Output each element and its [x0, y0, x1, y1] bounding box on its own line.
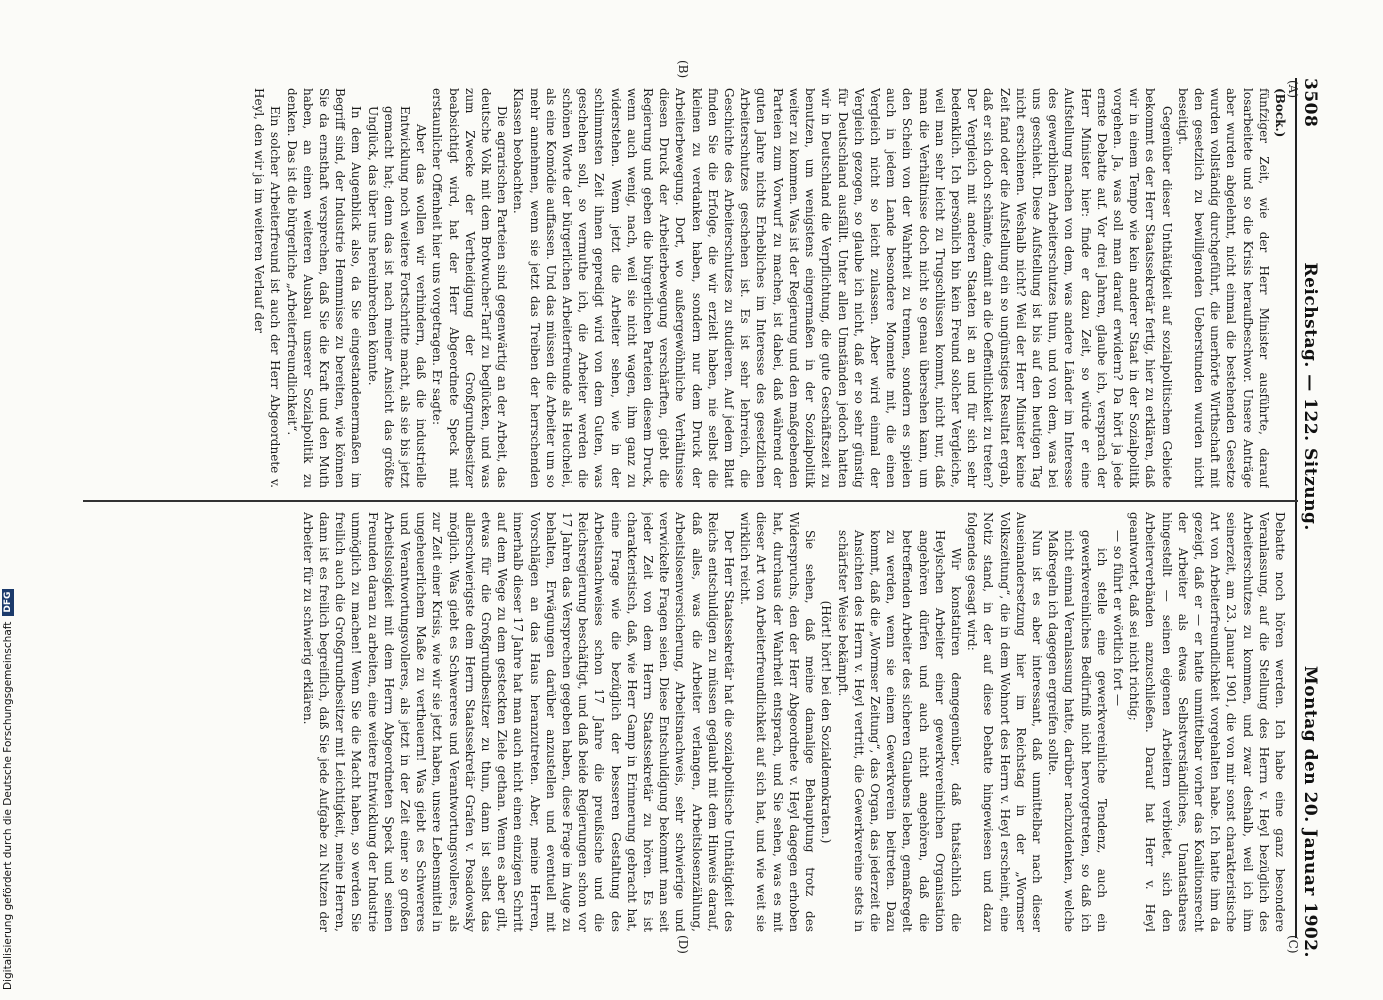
paragraph: Debatte noch hören werden. Ich habe eine ganz besondere Veranlassung, auf die Stellung des Herrn v. Heyl bezüglich des Arbeiterschutzes zu kommen, und zwar deshalb, weil ich ihm seinerzeit, am 23. Januar 1901, die von mir sonst charakteristische Art von Arbeiterfreundlichkeit vorgehalten habe. Ich hatte ihm da gezeigt, daß er — er hatte unmittelbar vorher das Koalitionsrecht der Arbeiter als etwas Selbstverständliches, Unantastbares hingestellt — seinen eigenen Arbeitern verbietet, sich den Arbeiterverbänden anzuschließen. Darauf hat Herr v. Heyl geantwortet, daß sei nicht richtig; [1127, 512, 1287, 932]
paragraph: Gegenüber dieser Unthätigkeit auf sozialpolitischem Gebiete bekommt es der Herr Staatssekretär fertig, hier zu erklären, daß wir in einem Tempo wie kein anderer Staat in der Sozialpolitik vorgehen. Ja, was soll man darauf erwidern? Da hört ja jede ernste Debatte auf. Vor drei Jahren, glaube ich, versprach der Herr Minister hier: finde er dazu Zeit, so würde er eine Aufstellung machen von dem, was andere Länder im Interesse des gewerblichen Arbeiterschutzes thun, und von dem, was bei uns geschieht. Diese Aufstellung ist bis auf den heutigen Tag nicht erschienen. Weshalb nicht? Weil der Herr Minister keine Zeit fand oder die Aufstellung ein so ungünstiges Resultat ergab, daß er sich doch schämte, damit an die Oeffentlichkeit zu treten? Der Vergleich mit anderen Staaten ist an und für sich sehr bedenklich. Ich persönlich bin kein Freund solcher Vergleiche, weil man sehr leicht zu Trugschlüssen kommt, nicht nur, daß man die Verhältnisse doch nicht so genau übersehen kann, um den Schein von der Wahrheit zu trennen, sondern es spielen auch in jedem Lande besondere Momente mit, die einen Vergleich nicht so leicht zulassen. Aber wird einmal der Vergleich gezogen, so glaube ich nicht, daß er so sehr günstig für Deutschland ausfällt. Unter allen Umständen jedoch hatten wir in Deutschland die Verpflichtung, die gute Geschäftszeit zu benutzen, um wenigstens eingermaßen in der Sozialpolitik weiter zu kommen. Was ist der Regierung und den maßgebenden Parteien zum Vorwurf zu machen, ist dabei, daß während der guten Jahre nichts Erhebliches im Interesse des gesetzlichen Arbeiterschutzes geschehen ist. Es ist sehr lehrreich, die Geschichte des Arbeiterschutzes zu studieren. Auf jedem Blatt finden Sie die Erfolge, die wir erzielt haben, nie selbst die kleinen zu verdanken haben, sondern nur dem Druck der Arbeiterbewegung. Dort, wo außergewöhnliche Verhältnisse diesen Druck der Arbeiterbewegung verschärften, giebt die Regierung und geben die bürgerlichen Parteien diesem Druck, wenn auch wenig, nach, weil sie nicht wagen, ihm ganz zu widerstehen. Wenn jetzt die Arbeiter sehen, wie in der schlimmsten Zeit ihnen gepredigt wird von dem Guten, was geschehen soll, so vermuthe ich, die Arbeiter werden die schönen Worte der bürgerlichen Arbeiterfreunde als Heuchelei, als eine Komödie auffassen. Und das müssen die Arbeiter um so mehr annehmen, wenn sie jetzt das Treiben der herrschenden Klassen beobachten. [511, 88, 1174, 488]
text-column-right [88, 512, 1288, 932]
session-date: Montag den 20. Januar 1902. [1300, 665, 1320, 958]
text-column-left [88, 88, 1288, 488]
page-header [1300, 78, 1320, 958]
interjection: (Hört! hört! bei den Sozialdemokraten.) [819, 600, 834, 844]
quotation: ich stelle eine gewerkvereinliche Tendenz, auch ein gewerkvereinliches Bedürfniß nicht hervorgetreten, so daß ich nicht einmal Veranlassung hatte, darüber nachzudenken, welche Maßregeln ich dagegen ergreifen sollte. [1046, 530, 1109, 932]
paragraph: Der Herr Staatssekretär hat die sozialpolitische Unthätigkeit des Reichs entschuldigen zu müssen geglaubt mit dem Hinweis darauf, daß alles, was die Arbeiter verlangen, Arbeitslosenzählung, Arbeitslosenversicherung, Arbeitsnachweis, sehr schwierige und verwickelte Fragen seien. Diese Entschuldigung bekommt man seit jeder Zeit von dem Herrn Staatssekretär zu hören. Es ist charakteristisch, daß, wie Herr Gamp in Erinnerung gebracht hat, eine Frage wie die bezüglich der besseren Gestaltung des Arbeitsnachweises schon 17 Jahre die preußische und die Reichsregierung beschäftigt, und daß beide Regierungen schon vor 17 Jahren das Versprechen gegeben haben, diese Frage im Auge zu behalten, Erwägungen darüber anzustellen und eventuell mit Vorschlägen an das Haus heranzutreten. Aber, meine Herren, innerhalb dieser 17 Jahre hat man auch nicht einen einzigen Schritt auf dem Wege zu dem gesteckten Ziele gethan. Wenn es aber gilt, etwas für die Großgrundbesitzer zu thun, dann ist selbst das allerschwierigste dem Herrn Staatssekretär Grafen v. Posadowsky möglich. Was giebt es Schwereres und Verantwortungsvolleres, als zur Zeit einer Krisis, wie wir sie jetzt haben, unsere Lebensmittel in ungeheuerlichem Maße zu vertheuern! Was giebt es Schwereres und Verantwortungsvolleres, als jetzt in der Zeit einer so großen Arbeitslosigkeit mit dem Herrn Abgeordneten Speck und seinen Freunden daran zu arbeiten, eine weitere Entwicklung der Industrie unmöglich zu machen! Wenn Sie die Macht haben, so werden Sie freilich auch die Großgrundbesitzer mit Leichtigkeit, meine Herren, dann ist es freilich begreiflich, daß Sie jede Aufgabe zu Nutzen der Arbeiter für zu schwierig erklären. [300, 512, 737, 932]
page-number: 3508 [1300, 78, 1320, 128]
credit-text: Digitalisierung gefördert durch die Deutsche Forschungsgemeinschaft [2, 621, 14, 990]
column-divider [83, 500, 1298, 502]
header-rule [1295, 78, 1297, 938]
margin-marker-c: (C) [1286, 935, 1300, 954]
margin-marker-a: (A) [1286, 80, 1300, 99]
quotation: Aber das wollen wir verhindern, daß die industrielle Entwicklung noch weitere Fortschritte macht, als sie bis jetzt gemacht hat; denn das ist nach meiner Ansicht das größte Unglück, das über uns hereinbrechen könnte. [365, 106, 429, 488]
paragraph: Sie sehen, daß meine damalige Behauptung trotz des Widerspruchs, den der Herr Abgeordnete v. Heyl dagegen erhoben hat, durchaus der Wahrheit entsprach, und Sie sehen, was es mit dieser Art von Arbeiterfreundlichkeit auf sich hat, und wie weit sie wirklich reicht. [738, 512, 818, 932]
paragraph: — so führt er wörtlich fort — [1110, 530, 1125, 706]
digitization-credit [2, 589, 14, 990]
paragraph: Die agrarischen Parteien sind gegenwärtig an der Arbeit, das deutsche Volk mit dem Brotwucher-Tarif zu beglücken, und was zum Zwecke der Vertheidigung der Großgrundbesitzer beabsichtigt wird, hat der Herr Abgeordnete Speck mit erstaunlicher Offenheit hier uns vorgetragen. Er sagte: [430, 88, 510, 488]
paragraph: fünfziger Zeit, wie der Herr Minister ausführte, darauf losarbeitete und so die Krisis heraufbeschwor. Unsere Anträge aber wurden abgelehnt, nicht einmal die bestehenden Gesetze wurden vollständig durchgeführt, die unerhörte Wirthschaft mit den gesetzlich zu bewilligenden Ueberstunden wurden nicht beseitigt. [1175, 88, 1271, 488]
paragraph: Ein solcher Arbeiterfreund ist auch der Herr Abgeordnete v. Heyl, den wir ja im weiteren Verlauf der [252, 88, 283, 488]
speaker-name: (Bock.) [1273, 88, 1287, 138]
quotation: Wir konstatiren demgegenüber, daß thatsächlich die Heylschen Arbeiter einer gewerkvereinlichen Organisation angehören dürfen und auch nicht angehören, daß die betreffenden Arbeiter des sicheren Glaubens leben, gemaßregelt zu werden, wenn sie einem Gewerkverein beitreten. Dazu kommt, daß die „Wormser Zeitung“, das Organ, das jederzeit die Ansichten des Herrn v. Heyl vertritt, die Gewerkvereine stets in schärfster Weise bekämpft. [835, 530, 963, 932]
paragraph: Nun ist es aber interessant, daß unmittelbar nach dieser Auseinandersetzung hier im Reichstag in der „Wormser Volkszeitung“, die in dem Wohnort des Herrn v. Heyl erscheint, eine Notiz stand, in der auf diese Debatte hingewiesen und dazu folgendes gesagt wird: [965, 512, 1044, 932]
running-title: Reichstag. — 122. Sitzung. [1300, 262, 1320, 531]
paragraph: In dem Augenblick also, da Sie eingestandenermaßen im Begriff sind, der Industrie Hemmnisse zu bereiten, wie können Sie da ernsthaft versprechen, daß Sie die Kraft und den Muth haben, an einen weiteren Ausbau unserer Sozialpolitik zu denken. Das ist die bürgerliche „Arbeiterfreundlichkeit“. [284, 88, 364, 488]
margin-marker-b: (B) [676, 60, 690, 79]
margin-marker-d: (D) [676, 935, 690, 954]
dfg-logo: DFG [2, 589, 14, 616]
